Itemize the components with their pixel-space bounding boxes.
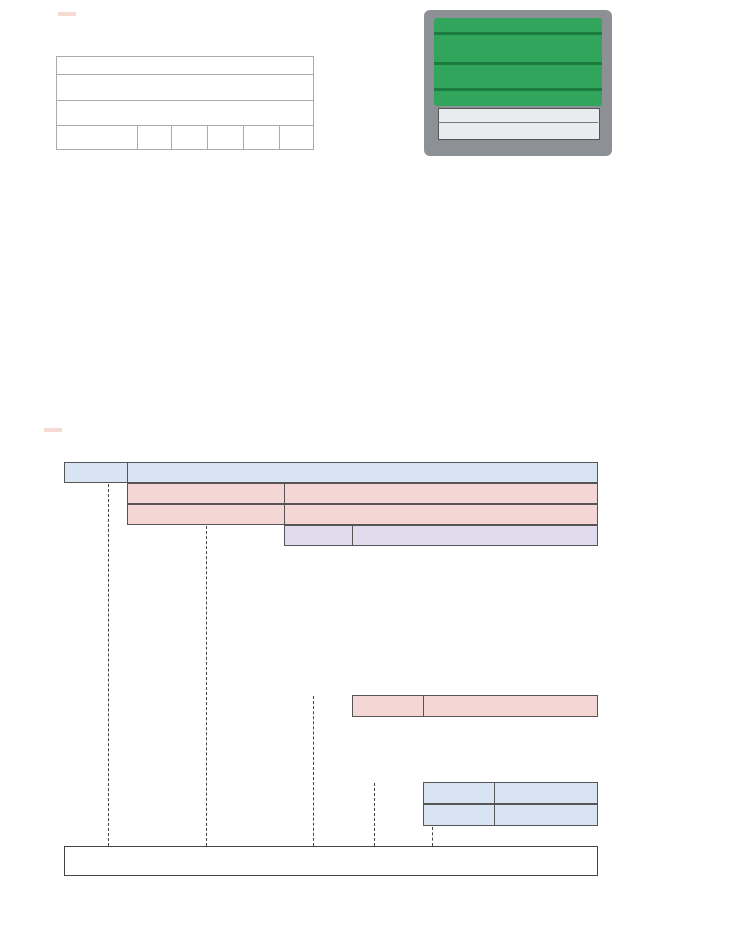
analog-note-header [352,695,424,717]
section-title-wiring [58,12,76,16]
terminal-block-photo [424,10,612,156]
guide-line-meter [432,827,433,846]
meter-type-header [494,782,598,804]
output-signal-header [352,525,598,546]
output-note-header [284,525,353,546]
wiring-description [28,184,728,208]
analog-output-header [423,695,598,717]
guide-line-output [313,696,314,846]
terminal-diagram [56,56,314,150]
model-name-cell [127,462,598,483]
code-value-cell [127,504,285,525]
guide-line-model [108,484,109,846]
example-row [64,846,598,876]
meter-note-header [423,782,495,804]
code-label-cell [127,483,285,504]
range-label-cell [284,483,598,504]
section-title-selection [44,428,62,432]
guide-line-analog [374,783,375,846]
guide-line-range [206,526,207,846]
range-value-cell [284,504,598,525]
meter-note-value [423,804,495,826]
model-code-cell [64,462,128,483]
meter-type-value [494,804,598,826]
